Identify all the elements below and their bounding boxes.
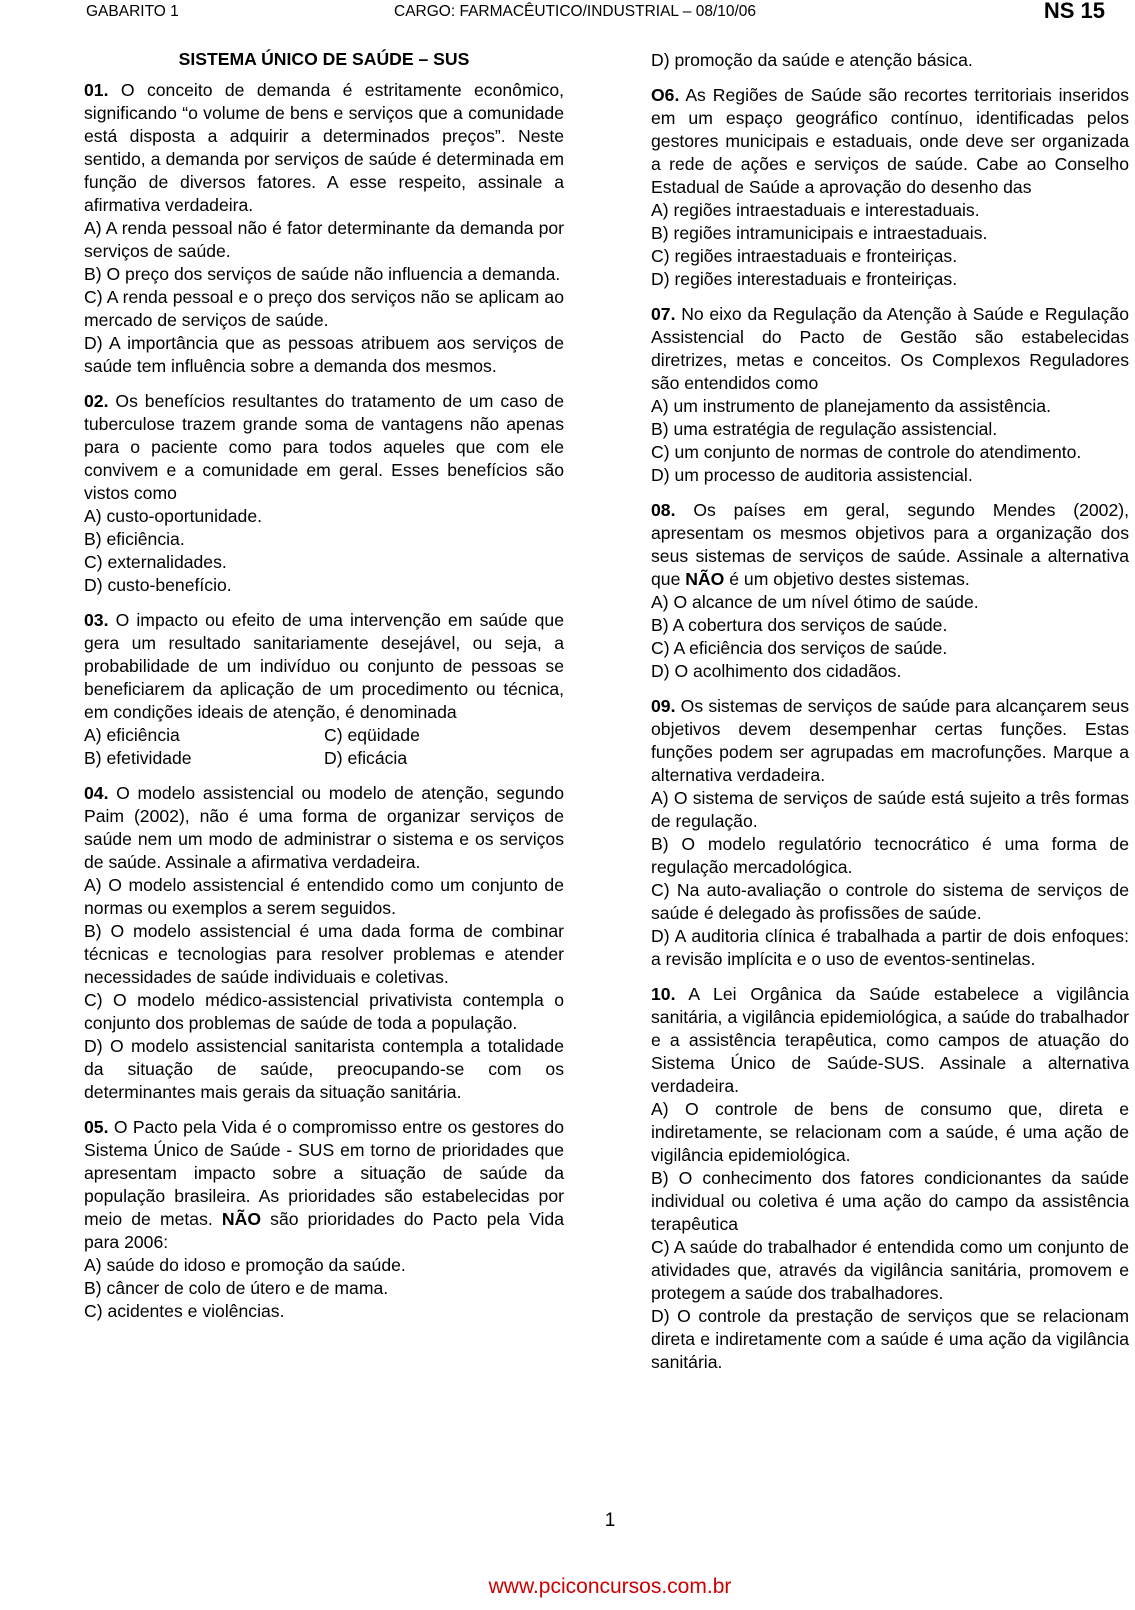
option-b: B) efetividade [84,748,192,768]
footer-link[interactable]: www.pciconcursos.com.br [488,1575,732,1598]
page-header [0,0,1135,30]
emphasis-nao: NÃO [685,569,725,589]
option-d: D) O acolhimento dos cidadãos. [651,661,902,681]
exam-code: NS 15 [1043,0,1105,23]
options-row [84,724,564,747]
question-number: 07. [651,304,676,324]
option-c: C) A renda pessoal e o preço dos serviços não se aplicam ao mercado de serviços de saúde. [84,287,564,330]
question-stem: 03. O impacto ou efeito de uma intervenção em saúde que gera um resultado sanitariamente desejável, ou seja, a probabilidade de um indivíduo ou conjunto de pessoas se beneficiarem da aplicação de um procedimento ou técnica, em condições ideais de atenção, é denominada [84,610,564,722]
question-number: 01. [84,80,109,100]
question-01 [84,79,564,378]
question-07 [651,303,1129,487]
option-b: B) uma estratégia de regulação assistencial. [651,419,998,439]
option-a: A) O alcance de um nível ótimo de saúde. [651,592,979,612]
options-row [84,747,564,770]
option-c: C) um conjunto de normas de controle do atendimento. [651,442,1082,462]
option-c: C) A eficiência dos serviços de saúde. [651,638,948,658]
question-08 [651,499,1129,683]
option-b: B) O conhecimento dos fatores condicionantes da saúde individual ou coletiva é uma ação do campo da assistência terapêutica [651,1168,1129,1234]
question-10 [651,983,1129,1374]
option-b: B) A cobertura dos serviços de saúde. [651,615,948,635]
option-d: D) um processo de auditoria assistencial. [651,465,973,485]
option-b: B) O preço dos serviços de saúde não influencia a demanda. [84,264,561,284]
option-b: B) câncer de colo de útero e de mama. [84,1278,389,1298]
option-d: D) custo-benefício. [84,575,232,595]
option-b: B) eficiência. [84,529,185,549]
question-stem: 04. O modelo assistencial ou modelo de atenção, segundo Paim (2002), não é uma forma de organizar serviços de saúde nem um modo de administrar o sistema e os serviços de saúde. Assinale a afirmativa verdadeira. [84,783,564,872]
option-a: A) O sistema de serviços de saúde está sujeito a três formas de regulação. [651,788,1129,831]
option-a: A) eficiência [84,725,180,745]
question-stem: 07. No eixo da Regulação da Atenção à Saúde e Regulação Assistencial do Pacto de Gestão são estabelecidas diretrizes, metas e conceitos. Os Complexos Reguladores são entendidos como [651,304,1129,393]
option-a: A) regiões intraestaduais e interestaduais. [651,200,980,220]
exam-gabarito: GABARITO 1 [86,3,179,20]
option-c: C) eqüidade [324,725,420,745]
option-b: B) O modelo assistencial é uma dada forma de combinar técnicas e tecnologias para resolver problemas e atender necessidades de saúde individuais e coletivas. [84,921,564,987]
question-number: 04. [84,783,109,803]
left-column [84,48,564,1335]
option-c: C) Na auto-avaliação o controle do sistema de serviços de saúde é delegado às profissões de saúde. [651,880,1129,923]
question-stem: 01. O conceito de demanda é estritamente econômico, significando “o volume de bens e serviços que a comunidade está disposta a adquirir a determinados preços”. Neste sentido, a demanda por serviços de saúde é determinada em função de diversos fatores. A esse respeito, assinale a afirmativa verdadeira. [84,80,564,215]
option-c: C) A saúde do trabalhador é entendida como um conjunto de atividades que, através da vigilância sanitária, promovem e protegem a saúde dos trabalhadores. [651,1237,1129,1303]
section-title: SISTEMA ÚNICO DE SAÚDE – SUS [178,49,470,69]
option-a: A) saúde do idoso e promoção da saúde. [84,1255,406,1275]
question-number: 02. [84,391,109,411]
question-09 [651,695,1129,971]
option-d: D) A auditoria clínica é trabalhada a partir de dois enfoques: a revisão implícita e o uso de eventos-sentinelas. [651,926,1129,969]
question-06 [651,84,1129,291]
question-number: 09. [651,696,676,716]
page-number: 1 [604,1510,616,1531]
question-04 [84,782,564,1104]
question-stem: O6. As Regiões de Saúde são recortes territoriais inseridos em um espaço geográfico contínuo, identificadas pelos gestores municipais e estaduais, onde deve ser organizada a rede de ações e serviços de saúde. Cabe ao Conselho Estadual de Saúde a aprovação do desenho das [651,85,1129,197]
option-a: A) um instrumento de planejamento da assistência. [651,396,1051,416]
question-stem: 09. Os sistemas de serviços de saúde para alcançarem seus objetivos devem desempenhar certas funções. Estas funções podem ser agrupadas em macrofunções. Marque a alternativa verdadeira. [651,696,1129,785]
question-stem: 10. A Lei Orgânica da Saúde estabelece a vigilância sanitária, a vigilância epidemiológica, a saúde do trabalhador e a assistência terapêutica, como campos de atuação do Sistema Único de Saúde-SUS. Assinale a alternativa verdadeira. [651,984,1129,1096]
option-a: A) O controle de bens de consumo que, direta e indiretamente, se relacionam com a saúde, é uma ação de vigilância epidemiológica. [651,1099,1129,1165]
option-d: D) promoção da saúde e atenção básica. [651,50,973,70]
option-d: D) O controle da prestação de serviços que se relacionam direta e indiretamente com a saúde é uma ação da vigilância sanitária. [651,1306,1129,1372]
exam-cargo: CARGO: FARMACÊUTICO/INDUSTRIAL – 08/10/06 [394,3,757,20]
question-number: 05. [84,1117,109,1137]
option-c: C) acidentes e violências. [84,1301,285,1321]
option-a: A) O modelo assistencial é entendido como um conjunto de normas ou exemplos a serem seguidos. [84,875,564,918]
option-a: A) custo-oportunidade. [84,506,262,526]
option-d: D) A importância que as pessoas atribuem aos serviços de saúde tem influência sobre a demanda dos mesmos. [84,333,564,376]
option-b: B) regiões intramunicipais e intraestaduais. [651,223,988,243]
question-05-continued [651,49,1129,72]
emphasis-nao: NÃO [221,1209,262,1229]
option-c: C) regiões intraestaduais e fronteiriças. [651,246,958,266]
question-number: 08. [651,500,676,520]
question-number: 03. [84,610,109,630]
option-d: D) O modelo assistencial sanitarista contempla a totalidade da situação de saúde, preocupando-se com os determinantes mais gerais da situação sanitária. [84,1036,564,1102]
option-a: A) A renda pessoal não é fator determinante da demanda por serviços de saúde. [84,218,564,261]
question-stem: 05. O Pacto pela Vida é o compromisso entre os gestores do Sistema Único de Saúde - SUS em torno de prioridades que apresentam impacto sobre a situação de saúde da população brasileira. As prioridades são estabelecidas por meio de metas. NÃO são prioridades do Pacto pela Vida para 2006: [84,1117,564,1252]
option-d: D) eficácia [324,748,408,768]
option-d: D) regiões interestaduais e fronteiriças. [651,269,958,289]
question-number: O6. [651,85,680,105]
option-b: B) O modelo regulatório tecnocrático é uma forma de regulação mercadológica. [651,834,1129,877]
question-number: 10. [651,984,676,1004]
question-stem: 08. Os países em geral, segundo Mendes (2002), apresentam os mesmos objetivos para a organização dos seus sistemas de serviços de saúde. Assinale a alternativa que NÃO é um objetivo destes sistemas. [651,500,1129,589]
right-column [651,49,1129,1386]
question-03 [84,609,564,770]
question-05 [84,1116,564,1323]
question-stem: 02. Os benefícios resultantes do tratamento de um caso de tuberculose trazem grande soma de vantagens não apenas para o paciente como para todos aqueles que com ele convivem e a comunidade em geral. Esses benefícios são vistos como [84,391,564,503]
option-c: C) O modelo médico-assistencial privativista contempla o conjunto dos problemas de saúde de toda a população. [84,990,564,1033]
option-c: C) externalidades. [84,552,227,572]
question-02 [84,390,564,597]
